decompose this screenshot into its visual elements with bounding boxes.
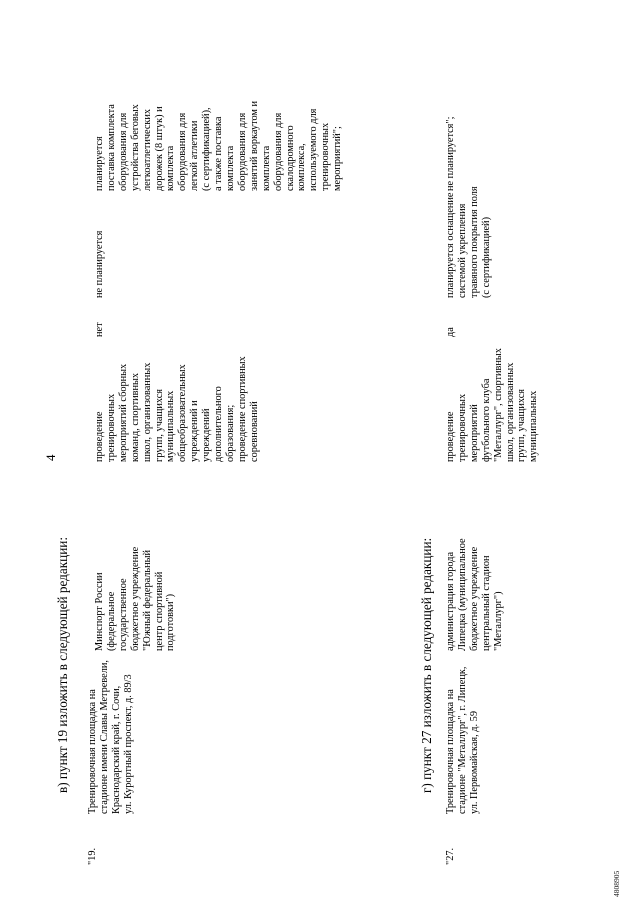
planned-cell: не планируется [94, 230, 105, 298]
owner-cell: Минспорт России (федеральное государственное бюджетное учреждение "Южный федеральный центр спортивной подготовки") [94, 546, 177, 651]
row-number: "19. [87, 847, 98, 865]
page-number: 4 [43, 454, 58, 461]
planned-cell: планируется оснащение системой укрепления травяного покрытия поля (с сертификацией) [445, 186, 492, 298]
object-cell: Тренировочная площадка на стадионе имени Славы Метревели, Краснодарский край, г. Сочи, ул. Курортный проспект, д. 89/3 [87, 660, 134, 814]
equipment-cell: планируется поставка комплекта оборудования для устройства беговых легкоатлетических дорожек (8 штук) и комплекта оборудования для легкой атлетики (с сертификацией), а также поставка комплекта оборудования для занятий воркаутом и комплекта оборудования для скалодромного комплекса, используемого для тренировочных мероприятий"; [94, 100, 344, 191]
purpose-cell: проведение тренировочных мероприятий сборных команд, спортивных школ, организованных групп, учащихся муниципальных общеобразовательных учреждений и учреждений дополнительного образования; проведение спортивных соревнований [94, 356, 260, 462]
section-intro-27: г) пункт 27 изложить в следующей редакции: [419, 537, 434, 793]
owner-cell: администрация города Липецка (муниципальное бюджетное учреждение центральный стадион "Металлург") [445, 538, 504, 651]
object-cell: Тренировочная площадка на стадионе "Металлург", г. Липецк, ул. Первомайская, д. 59 [445, 666, 480, 814]
row-number: "27. [445, 847, 456, 865]
purpose-cell: проведение тренировочных мероприятий футбольного клуба "Металлург", спортивных школ, организованных групп, учащихся муниципальных [445, 348, 540, 462]
document-code: 4808905 [612, 870, 621, 897]
flag-cell: да [445, 327, 456, 337]
section-intro-19: в) пункт 19 изложить в следующей редакции: [55, 537, 70, 793]
equipment-cell: не планируется"; [445, 116, 456, 191]
flag-cell: нет [94, 322, 105, 337]
